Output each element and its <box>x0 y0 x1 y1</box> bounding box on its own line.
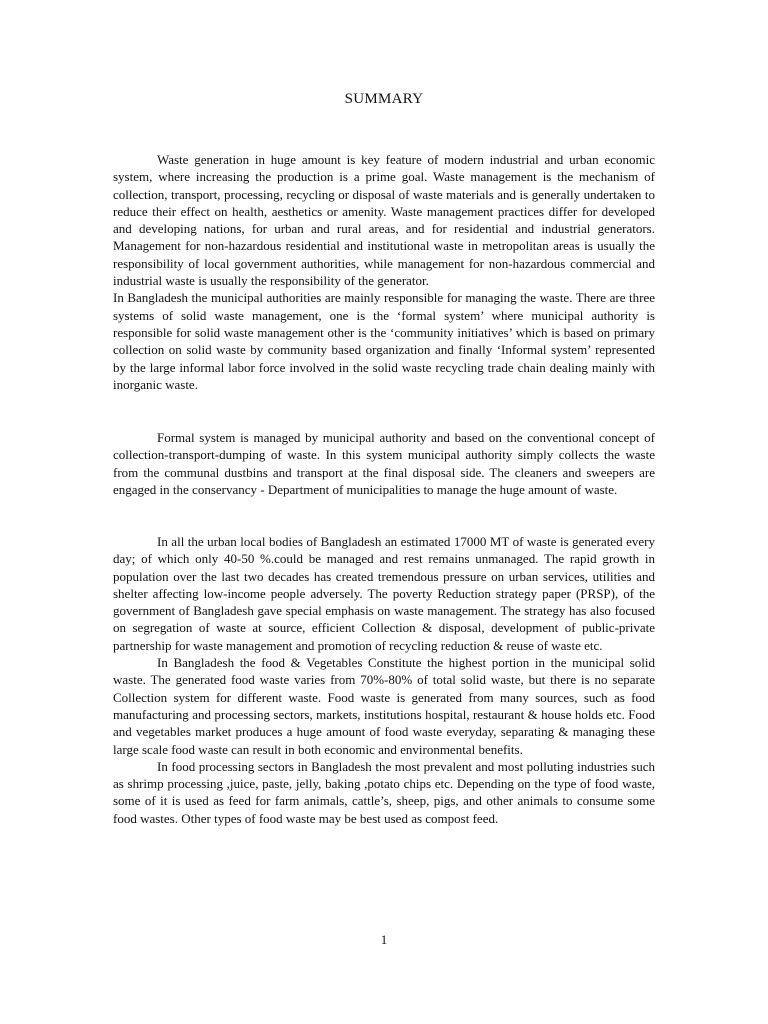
text-block-3 <box>113 533 655 827</box>
paragraph-2: In Bangladesh the municipal authorities are mainly responsible for managing the waste. There are three systems of solid waste management, one is the ‘formal system’ where municipal authority is responsible for solid waste management other is the ‘community initiatives’ which is based on primary collection on solid waste by community based organization and finally ‘Informal system’ represented by the large informal labor force involved in the solid waste recycling trade chain dealing mainly with inorganic waste. <box>113 290 655 392</box>
page-title: SUMMARY <box>344 91 424 107</box>
paragraph-1: Waste generation in huge amount is key feature of modern industrial and urban economic system, where increasing the production is a prime goal. Waste management is the mechanism of collection, transport, processing, recycling or disposal of waste materials and is generally undertaken to reduce their effect on health, aesthetics or amenity. Waste management practices differ for developed and developing nations, for urban and rural areas, and for residential and industrial generators. Management for non-hazardous residential and institutional waste in metropolitan areas is usually the responsibility of local government authorities, while management for non-hazardous commercial and industrial waste is usually the responsibility of the generator. <box>113 152 655 289</box>
paragraph-6: In food processing sectors in Bangladesh the most prevalent and most polluting industries such as shrimp processing ,juice, paste, jelly, baking ,potato chips etc. Depending on the type of food waste, some of it is used as feed for farm animals, cattle’s, sheep, pigs, and other animals to consume some food wastes. Other types of food waste may be best used as compost feed. <box>113 758 655 826</box>
text-block-2 <box>113 429 655 498</box>
page-number: 1 <box>380 932 388 947</box>
paragraph-5: In Bangladesh the food & Vegetables Constitute the highest portion in the municipal solid waste. The generated food waste varies from 70%-80% of total solid waste, but there is no separate Collection system for different waste. Food waste is generated from many sources, such as food manufacturing and processing sectors, markets, institutions hospital, restaurant & house holds etc. Food and vegetables market produces a huge amount of food waste everyday, separating & managing these large scale food waste can result in both economic and environmental benefits. <box>113 655 655 757</box>
text-block-1 <box>113 151 655 393</box>
paragraph-3: Formal system is managed by municipal authority and based on the conventional concept of collection-transport-dumping of waste. In this system municipal authority simply collects the waste from the communal dustbins and transport at the final disposal side. The cleaners and sweepers are engaged in the conservancy - Department of municipalities to manage the huge amount of waste. <box>113 430 655 497</box>
paragraph-4: In all the urban local bodies of Bangladesh an estimated 17000 MT of waste is generated every day; of which only 40-50 %.could be managed and rest remains unmanaged. The rapid growth in population over the last two decades has created tremendous pressure on urban services, utilities and shelter affecting low-income people adversely. The poverty Reduction strategy paper (PRSP), of the government of Bangladesh gave special emphasis on waste management. The strategy has also focused on segregation of waste at source, efficient Collection & disposal, development of public-private partnership for waste management and promotion of recycling reduction & reuse of waste etc. <box>113 534 655 653</box>
